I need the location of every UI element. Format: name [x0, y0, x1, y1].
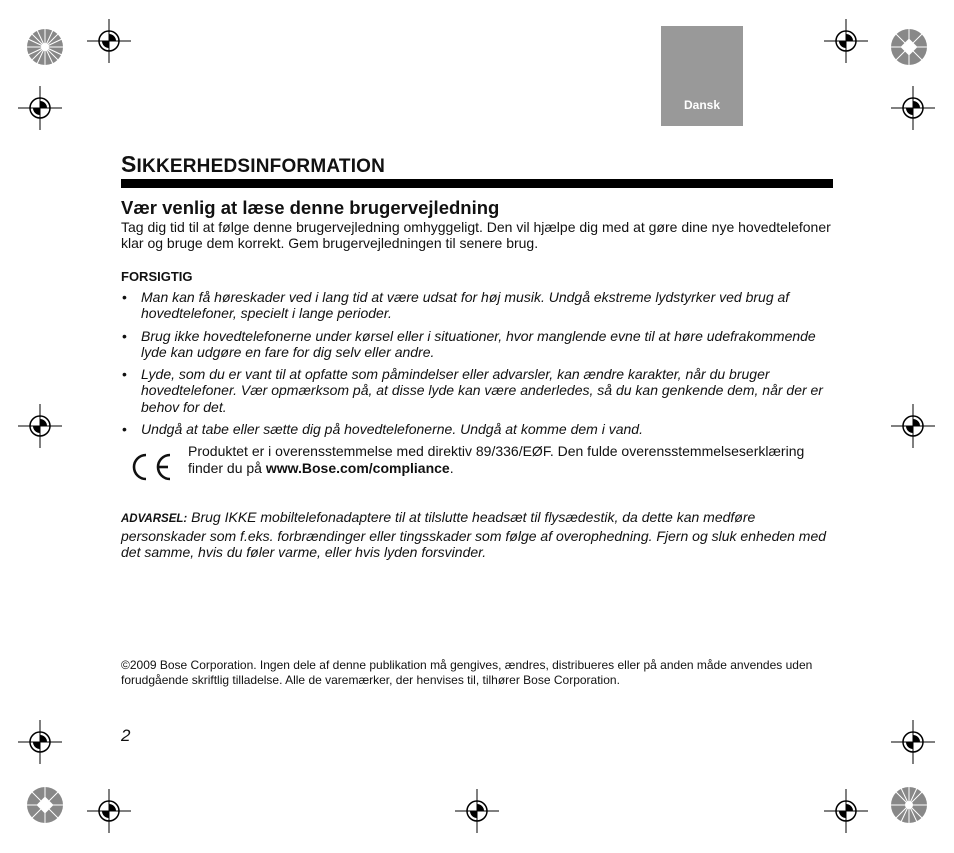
caution-list [121, 289, 833, 437]
intro-paragraph: Tag dig tid til at følge denne brugervejledning omhyggeligt. Den vil hjælpe dig med at gøre dine nye hovedtelefoner klar og bruge dem korrekt. Gem brugervejledningen til senere brug. [121, 219, 831, 251]
compliance-statement: Produktet er i overensstemmelse med direktiv 89/336/EØF. Den fulde overensstemmelseserklæring finder du på [188, 443, 805, 476]
copyright-notice: ©2009 Bose Corporation. Ingen dele af denne publikation må gengives, ændres, distribueres eller på anden måde anvendes uden forudgående skriftlig tilladelse. Alle de varemærker, der henvises til, tilhører Bose Corporation. [121, 658, 813, 687]
warning-paragraph [121, 509, 833, 560]
page-number: 2 [121, 726, 131, 745]
list-item [121, 328, 833, 361]
caution-label: FORSIGTIG [121, 269, 193, 284]
main-content [121, 197, 833, 560]
warning-text: Brug IKKE mobiltelefonadaptere til at tilslutte headsæt til flysædestik, da dette kan medføre personskader som f.eks. forbrændinger eller tingsskader som følge af overophedning. Fjern og sluk enheden med det samme, hvis du føler varme, eller hvis lyden forsvinder. [121, 509, 827, 560]
registration-starburst-icon [26, 786, 64, 824]
list-item [121, 289, 833, 322]
registration-starburst-icon [890, 28, 928, 66]
registration-crosshair-icon [891, 86, 935, 130]
bullet-icon: • [122, 327, 127, 344]
compliance-row [121, 443, 833, 485]
compliance-period: . [449, 459, 454, 476]
language-tab-label: Dansk [683, 98, 721, 112]
registration-crosshair-icon [891, 404, 935, 448]
registration-crosshair-icon [18, 720, 62, 764]
list-item-text: Undgå at tabe eller sætte dig på hovedtelefonerne. Undgå at komme dem i vand. [141, 421, 643, 438]
registration-starburst-icon [26, 28, 64, 66]
ce-mark-icon [126, 449, 174, 485]
registration-crosshair-icon [455, 789, 499, 833]
page-title-initial: S [121, 151, 137, 177]
bullet-icon: • [122, 366, 127, 383]
registration-crosshair-icon [18, 86, 62, 130]
page-title [121, 151, 385, 178]
bullet-icon: • [122, 421, 127, 438]
warning-label: ADVARSEL: [121, 513, 188, 526]
registration-crosshair-icon [87, 19, 131, 63]
page-title-rest: IKKERHEDSINFORMATION [136, 156, 386, 177]
registration-crosshair-icon [824, 19, 868, 63]
registration-crosshair-icon [87, 789, 131, 833]
registration-crosshair-icon [824, 789, 868, 833]
compliance-link[interactable]: www.Bose.com/compliance [265, 459, 450, 476]
bullet-icon: • [122, 289, 127, 305]
list-item-text: Brug ikke hovedtelefonerne under kørsel eller i situationer, hvor manglende evne til at høre udefrakommende lyde kan udgøre en fare for dig selv eller andre. [141, 327, 816, 360]
language-tab [661, 26, 743, 126]
section-heading: Vær venlig at læse denne brugervejledning [121, 197, 500, 218]
list-item [121, 366, 833, 415]
registration-crosshair-icon [891, 720, 935, 764]
list-item-text: Lyde, som du er vant til at opfatte som påmindelser eller advarsler, kan ændre karakter, når du bruger hovedtelefoner. Vær opmærksom på, at disse lyde kan være anderledes, så du kan genkende dem, når der er behov for det. [141, 366, 823, 415]
list-item [121, 421, 833, 437]
registration-starburst-icon [890, 786, 928, 824]
registration-crosshair-icon [18, 404, 62, 448]
compliance-text [188, 443, 833, 476]
list-item-text: Man kan få høreskader ved i lang tid at være udsat for høj musik. Undgå ekstreme lydstyrker ved brug af hovedtelefoner, specielt i lange perioder. [141, 289, 790, 322]
title-rule [121, 179, 833, 188]
